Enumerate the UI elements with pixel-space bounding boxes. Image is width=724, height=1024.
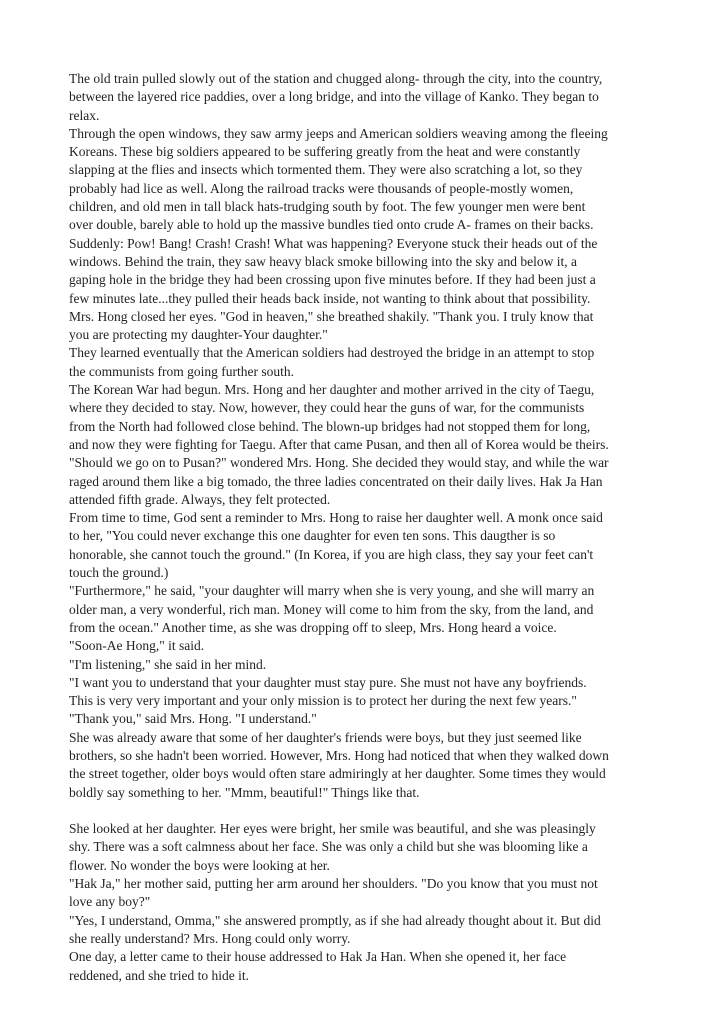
text-line: brothers, so she hadn't been worried. However, Mrs. Hong had noticed that when they walked down: [69, 747, 609, 763]
text-line: One day, a letter came to their house addressed to Hak Ja Han. When she opened it, her face: [69, 949, 567, 965]
text-line: This is very very important and your only mission is to protect her during the next few years.": [69, 693, 577, 709]
text-line: Suddenly: Pow! Bang! Crash! Crash! What was happening? Everyone stuck their heads out of the: [69, 235, 598, 251]
text-line: "Thank you," said Mrs. Hong. "I understand.": [69, 711, 317, 727]
text-line: the street together, older boys would often stare admiringly at her daughter. Some times they would: [69, 766, 606, 782]
text-line: gaping hole in the bridge they had been crossing upon five minutes before. If they had been just a: [69, 272, 596, 288]
text-line: flower. No wonder the boys were looking at her.: [69, 857, 330, 873]
text-line: the communists from going further south.: [69, 363, 294, 379]
text-line: "Yes, I understand, Omma," she answered promptly, as if she had already thought about it. But did: [69, 912, 601, 928]
text-line: honorable, she cannot touch the ground." (In Korea, if you are high class, they say your feet can't: [69, 546, 594, 562]
text-line: "Should we go on to Pusan?" wondered Mrs. Hong. She decided they would stay, and while the war: [69, 455, 609, 471]
text-line: older man, a very wonderful, rich man. Money will come to him from the sky, from the land, and: [69, 601, 594, 617]
text-line: you are protecting my daughter-Your daughter.": [69, 327, 328, 343]
text-line: From time to time, God sent a reminder to Mrs. Hong to raise her daughter well. A monk once said: [69, 510, 603, 526]
text-line: "I want you to understand that your daughter must stay pure. She must not have any boyfriends.: [69, 674, 587, 690]
text-line: from the ocean." Another time, as she was dropping off to sleep, Mrs. Hong heard a voice.: [69, 619, 557, 635]
story-text: [69, 70, 659, 985]
text-line: raged around them like a big tomado, the three ladies concentrated on their daily lives. Hak Ja Han: [69, 473, 603, 489]
text-line: They learned eventually that the American soldiers had destroyed the bridge in an attempt to stop: [69, 345, 595, 361]
text-line: reddened, and she tried to hide it.: [69, 967, 249, 983]
text-line: probably had lice as well. Along the railroad tracks were thousands of people-mostly women,: [69, 180, 574, 196]
text-line: where they decided to stay. Now, however, they could hear the guns of war, for the communists: [69, 400, 585, 416]
text-line: between the layered rice paddies, over a long bridge, and into the village of Kanko. They began to: [69, 89, 599, 105]
text-line: windows. Behind the train, they saw heavy black smoke billowing into the sky and below it, a: [69, 253, 578, 269]
text-line: to her, "You could never exchange this one daughter for even ten sons. This daugther is so: [69, 528, 556, 544]
text-line: few minutes late...they pulled their heads back inside, not wanting to think about that possibility.: [69, 290, 591, 306]
text-line: relax.: [69, 107, 100, 123]
text-line: over double, barely able to hold up the massive bundles tied onto crude A- frames on their backs.: [69, 217, 594, 233]
paragraph-gap: [69, 802, 659, 820]
text-line: children, and old men in tall black hats-trudging south by foot. The few younger men were bent: [69, 199, 586, 215]
text-line: from the North had followed close behind. The blown-up bridges had not stopped them for long,: [69, 418, 591, 434]
text-line: The Korean War had begun. Mrs. Hong and her daughter and mother arrived in the city of Taegu,: [69, 382, 595, 398]
text-line: "Furthermore," he said, "your daughter will marry when she is very young, and she will marry an: [69, 583, 595, 599]
text-line: slapping at the flies and insects which tormented them. They were also scratching a lot, so they: [69, 162, 583, 178]
text-line: and now they were fighting for Taegu. After that came Pusan, and then all of Korea would be theirs.: [69, 436, 609, 452]
text-line: "Hak Ja," her mother said, putting her arm around her shoulders. "Do you know that you must not: [69, 876, 598, 892]
text-line: she really understand? Mrs. Hong could only worry.: [69, 930, 351, 946]
text-line: touch the ground.): [69, 565, 169, 581]
text-line: She was already aware that some of her daughter's friends were boys, but they just seemed like: [69, 729, 582, 745]
text-line: love any boy?": [69, 894, 151, 910]
text-line: shy. There was a soft calmness about her face. She was only a child but she was blooming like a: [69, 839, 588, 855]
text-line: boldly say something to her. "Mmm, beautiful!" Things like that.: [69, 784, 420, 800]
text-line: She looked at her daughter. Her eyes were bright, her smile was beautiful, and she was pleasingly: [69, 821, 596, 837]
text-line: Through the open windows, they saw army jeeps and American soldiers weaving among the fleeing: [69, 125, 608, 141]
text-line: attended fifth grade. Always, they felt protected.: [69, 491, 331, 507]
text-line: Koreans. These big soldiers appeared to be suffering greatly from the heat and were constantly: [69, 144, 581, 160]
text-line: "I'm listening," she said in her mind.: [69, 656, 267, 672]
text-line: The old train pulled slowly out of the station and chugged along- through the city, into the country,: [69, 71, 603, 86]
text-line: "Soon-Ae Hong," it said.: [69, 638, 205, 654]
text-line: Mrs. Hong closed her eyes. "God in heaven," she breathed shakily. "Thank you. I truly know that: [69, 308, 594, 324]
